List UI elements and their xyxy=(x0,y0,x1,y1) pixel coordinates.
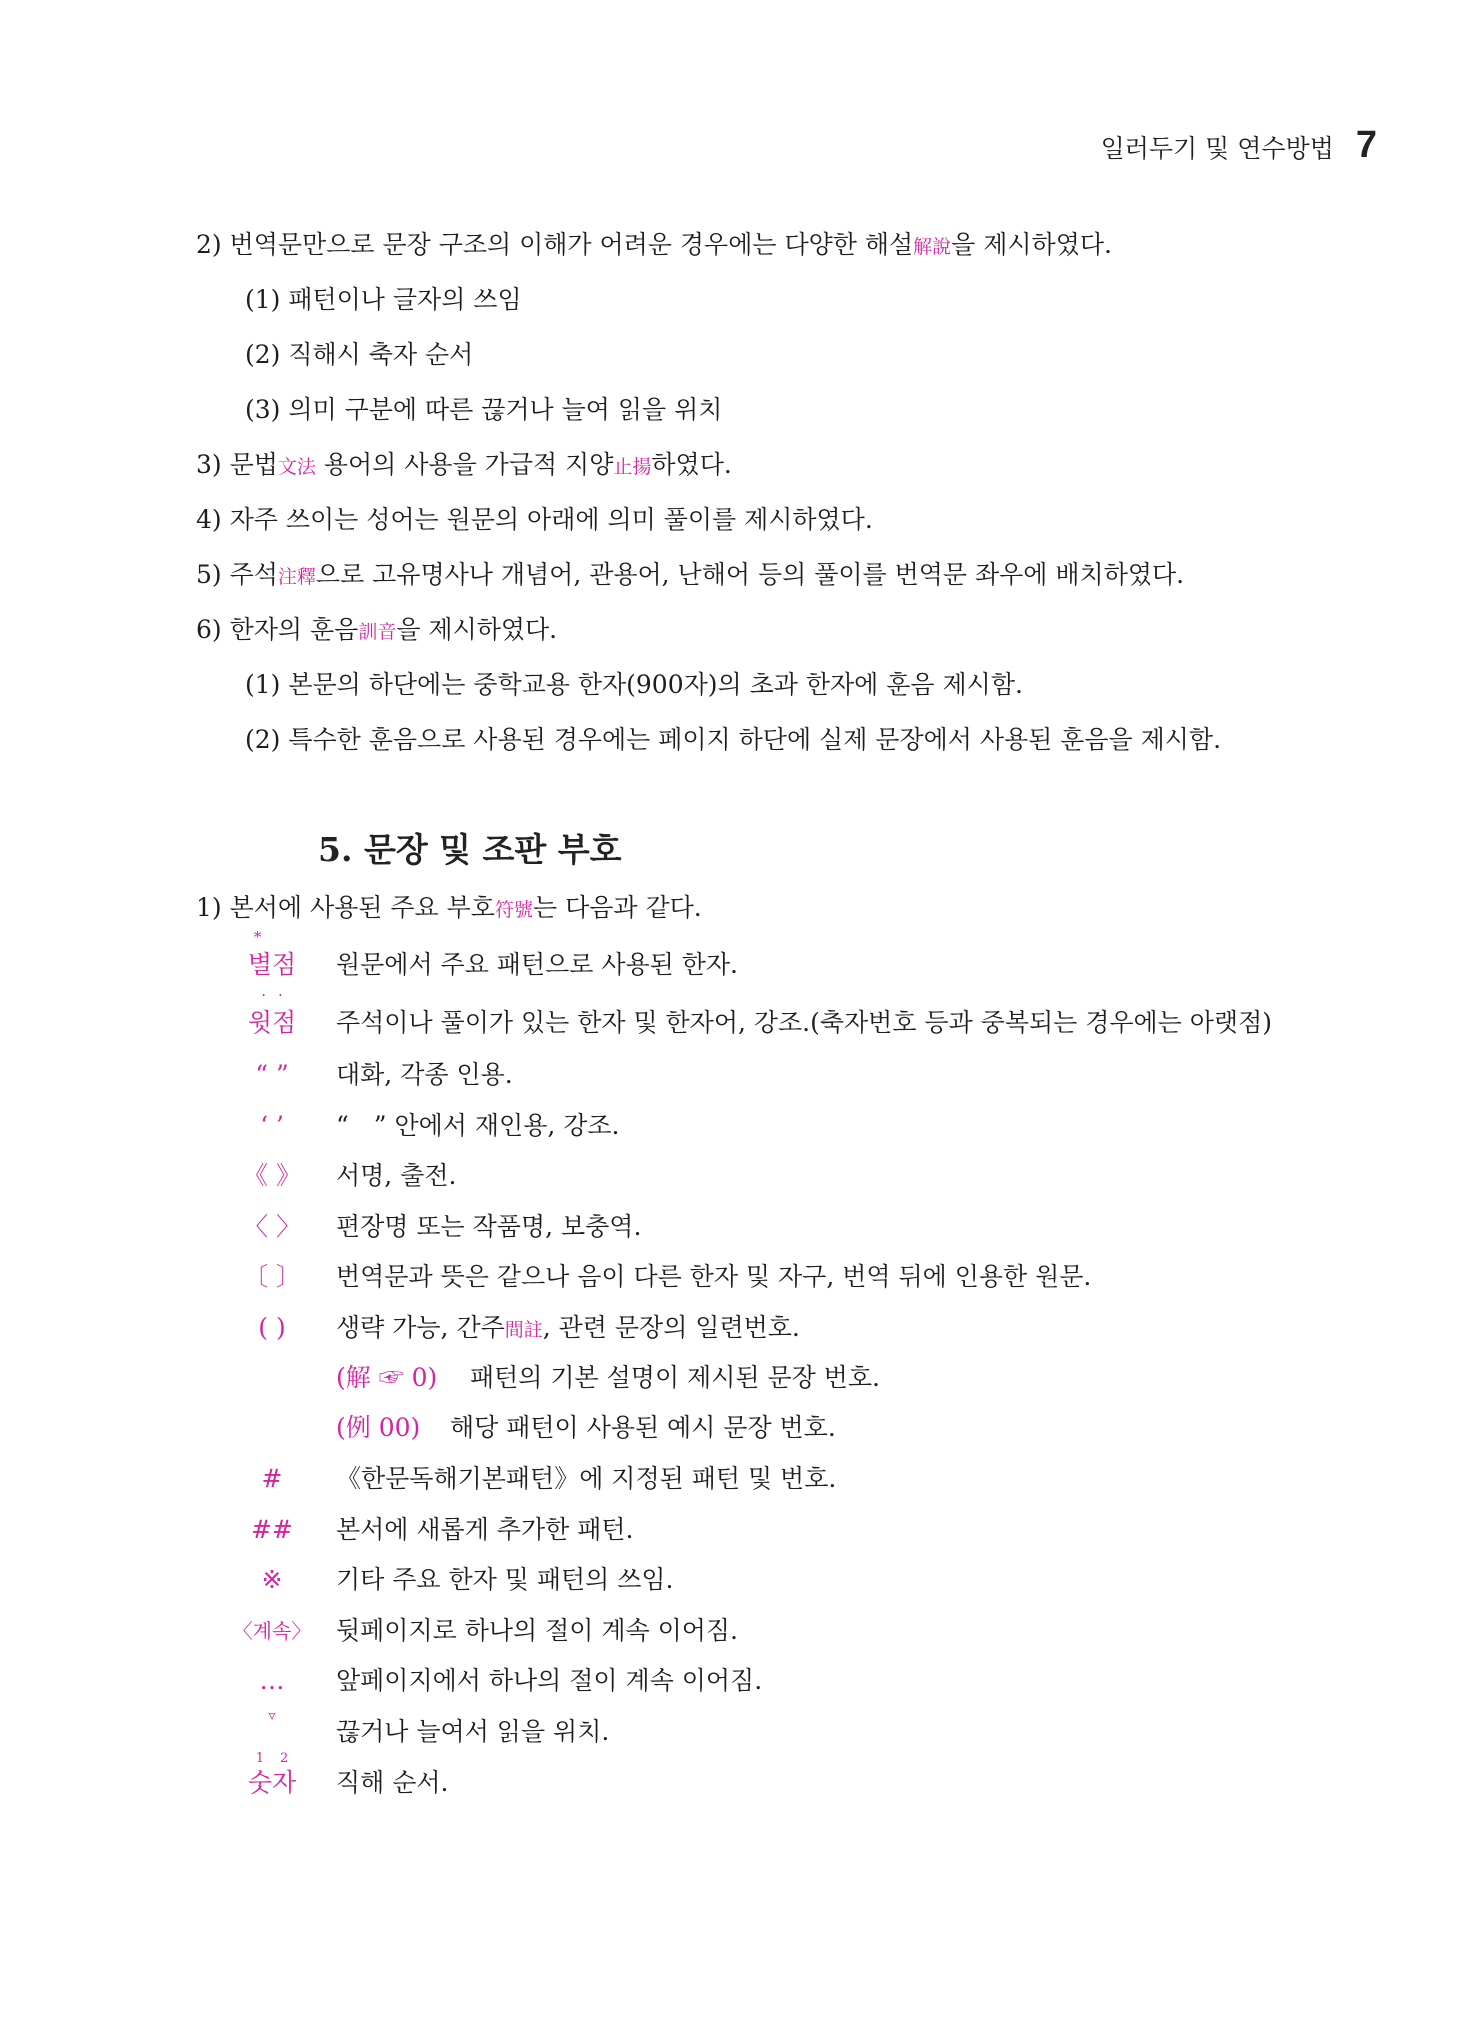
hanja-annotation: 訓音 xyxy=(358,621,397,643)
hanja-annotation: 文法 xyxy=(277,456,316,478)
symbol-double-quotes: “ ” xyxy=(255,1060,289,1089)
symbol-desc: 원문에서 주요 패턴으로 사용된 한자. xyxy=(336,950,738,979)
list-item-2: 2) 번역문만으로 문장 구조의 이해가 어려운 경우에는 다양한 해설解說을 제시하였다. xyxy=(196,230,1112,259)
symbol-desc: 《한문독해기본패턴》에 지정된 패턴 및 번호. xyxy=(336,1464,837,1493)
list-item-6: 6) 한자의 훈음訓音을 제시하였다. xyxy=(196,615,558,644)
symbol-desc: 뒷페이지로 하나의 절이 계속 이어짐. xyxy=(336,1616,738,1645)
hanja-annotation: 間註 xyxy=(504,1319,543,1341)
symbol-single-quotes: ‘ ’ xyxy=(260,1111,284,1140)
symbol-desc: 주석이나 풀이가 있는 한자 및 한자어, 강조.(축자번호 등과 중복되는 경우에는 아랫점) xyxy=(336,1008,1272,1037)
symbol-parentheses: ( ) xyxy=(258,1313,286,1342)
symbol-angle: 〈 〉 xyxy=(243,1212,301,1241)
hanja-annotation: 符號 xyxy=(494,899,533,921)
list-item-2-sub-1: (1) 패턴이나 글자의 쓰임 xyxy=(245,285,522,314)
symbol-tortoise-bracket: 〔 〕 xyxy=(243,1262,301,1291)
symbol-explanation-ref: (解 ☞ 0) xyxy=(336,1363,438,1392)
symbol-desc: 생략 가능, 간주間註, 관련 문장의 일련번호. xyxy=(336,1313,800,1342)
hanja-annotation: 解說 xyxy=(913,236,952,258)
list-item-3: 3) 문법文法 용어의 사용을 가급적 지양止揚하였다. xyxy=(196,450,732,479)
list-item-4: 4) 자주 쓰이는 성어는 원문의 아래에 의미 풀이를 제시하였다. xyxy=(196,505,873,534)
symbol-desc: 해당 패턴이 사용된 예시 문장 번호. xyxy=(450,1413,836,1442)
symbol-desc: 패턴의 기본 설명이 제시된 문장 번호. xyxy=(470,1363,880,1392)
symbol-desc: 번역문과 뜻은 같으나 음이 다른 한자 및 자구, 번역 뒤에 인용한 원문. xyxy=(336,1262,1092,1291)
symbol-desc: 대화, 각종 인용. xyxy=(336,1060,513,1089)
symbol-example-ref: (例 00) xyxy=(336,1413,421,1442)
symbol-desc: 직해 순서. xyxy=(336,1768,449,1797)
symbol-dot-mark: · · 윗점 xyxy=(247,986,297,1037)
list-item-6-sub-1: (1) 본문의 하단에는 중학교용 한자(900자)의 초과 한자에 훈음 제시함. xyxy=(245,670,1023,699)
symbol-pause-mark: ▿ xyxy=(268,1708,276,1724)
symbol-desc: 본서에 새롭게 추가한 패턴. xyxy=(336,1515,634,1544)
section-title: 5. 문장 및 조판 부호 xyxy=(318,830,622,869)
star-icon: * xyxy=(253,928,262,946)
list-item-6-sub-2: (2) 특수한 훈음으로 사용된 경우에는 페이지 하단에 실제 문장에서 사용된 훈음을 제시함. xyxy=(245,725,1222,754)
symbol-desc: “ ” 안에서 재인용, 강조. xyxy=(336,1111,620,1140)
list-item-2-sub-3: (3) 의미 구분에 따른 끊거나 늘여 읽을 위치 xyxy=(245,395,723,424)
symbol-double-hash: ## xyxy=(251,1515,293,1544)
hanja-annotation: 注釋 xyxy=(277,566,316,588)
symbol-double-angle: 《 》 xyxy=(243,1161,301,1190)
symbol-continued: 〈계속〉 xyxy=(232,1619,312,1643)
hanja-annotation: 止揚 xyxy=(613,456,652,478)
symbol-star-mark: * 별점 xyxy=(247,928,297,979)
symbol-hash: # xyxy=(261,1464,283,1493)
list-item-5: 5) 주석注釋으로 고유명사나 개념어, 관용어, 난해어 등의 풀이를 번역문 좌우에 배치하였다. xyxy=(196,560,1185,589)
symbol-desc: 앞페이지에서 하나의 절이 계속 이어짐. xyxy=(336,1666,763,1695)
running-header xyxy=(1101,124,1377,167)
header-title: 일러두기 및 연수방법 xyxy=(1100,134,1334,163)
section-intro: 1) 본서에 사용된 주요 부호符號는 다음과 같다. xyxy=(196,893,702,922)
symbol-reference-mark: ※ xyxy=(261,1565,283,1594)
symbol-desc: 기타 주요 한자 및 패턴의 쓰임. xyxy=(336,1565,674,1594)
symbol-number-order: 1 2 숫자 xyxy=(247,1751,297,1797)
symbol-desc: 편장명 또는 작품명, 보충역. xyxy=(336,1212,642,1241)
symbol-desc: 서명, 출전. xyxy=(336,1161,457,1190)
list-item-2-sub-2: (2) 직해시 축자 순서 xyxy=(245,340,474,369)
symbol-desc: 끊거나 늘여서 읽을 위치. xyxy=(336,1717,610,1746)
page-number: 7 xyxy=(1355,124,1377,166)
symbol-ellipsis: … xyxy=(259,1666,285,1695)
dot-icon: · xyxy=(261,986,266,1004)
dot-icon: · xyxy=(278,986,283,1004)
